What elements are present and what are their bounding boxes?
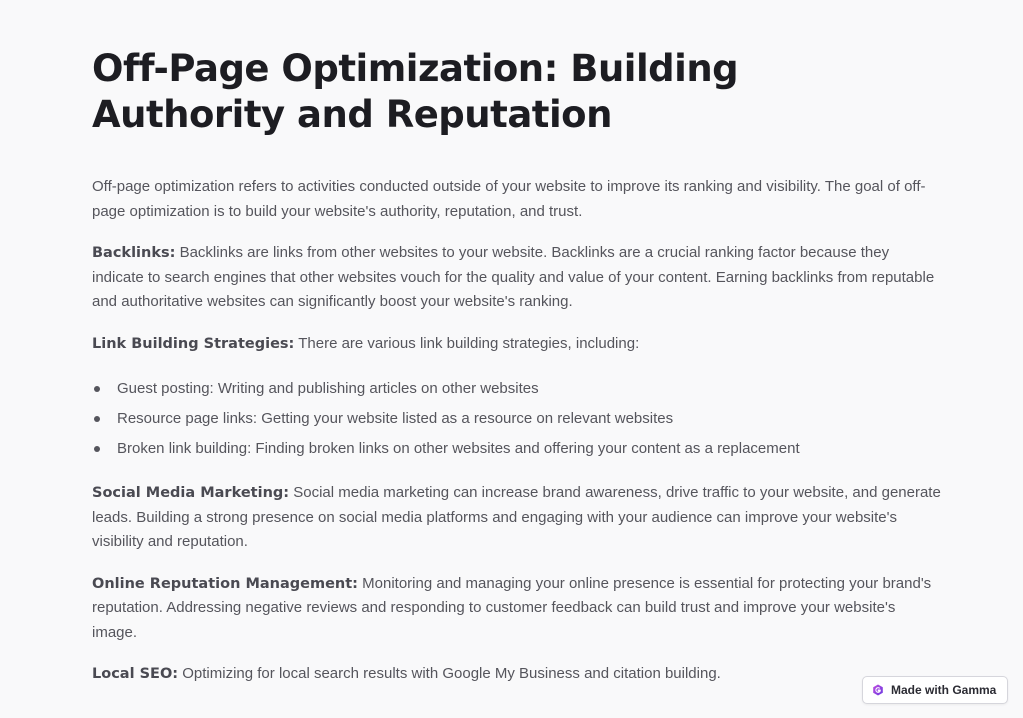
list-item [92,434,942,464]
local-seo-paragraph [92,662,942,687]
made-with-gamma-badge[interactable] [862,676,1008,704]
strategy-list [92,374,942,464]
badge-label: Made with Gamma [891,683,997,697]
social-media-label: Social Media Marketing: [92,485,290,501]
link-building-paragraph [92,332,942,357]
list-item-text: Resource page links: Getting your website listed as a resource on relevant websites [117,410,674,427]
social-media-paragraph [92,481,942,555]
list-item [92,404,942,434]
bullet-dot-icon [94,446,100,452]
reputation-paragraph [92,572,942,646]
bullet-dot-icon [94,386,100,392]
list-item-text: Broken link building: Finding broken links on other websites and offering your content as a replacement [117,440,800,457]
gamma-logo-icon [872,684,884,696]
bullet-dot-icon [94,416,100,422]
backlinks-text: Backlinks are links from other websites to your website. Backlinks are a crucial ranking factor because they indicate to search engines that other websites vouch for the quality and value of your content. Earning backlinks from reputable and authoritative websites can significantly boost your website's ranking. [92,244,935,310]
local-seo-text: Optimizing for local search results with Google My Business and citation building. [178,665,721,682]
page-title: Off-Page Optimization: Building Authority and Reputation [92,47,739,136]
local-seo-label: Local SEO: [92,666,179,682]
slide-content [92,46,942,687]
backlinks-label: Backlinks: [92,245,176,261]
reputation-label: Online Reputation Management: [92,575,358,592]
link-building-label: Link Building Strategies: [92,335,295,352]
backlinks-paragraph [92,241,942,315]
social-media-text: Social media marketing can increase brand awareness, drive traffic to your website, and generate leads. Building a strong presence on social media platforms and engaging with your audience can improve your website's visibility and reputation. [92,484,941,550]
intro-paragraph: Off-page optimization refers to activities conducted outside of your website to improve its ranking and visibility. The goal of off-page optimization is to build your website's authority, reputation, and trust. [92,178,926,220]
list-item [92,374,942,404]
link-building-text: There are various link building strategies, including: [294,334,640,352]
reputation-text: Monitoring and managing your online presence is essential for protecting your brand's reputation. Addressing negative reviews and responding to customer feedback can build trust and improve your website's image. [92,574,932,641]
list-item-text: Guest posting: Writing and publishing articles on other websites [117,380,539,397]
